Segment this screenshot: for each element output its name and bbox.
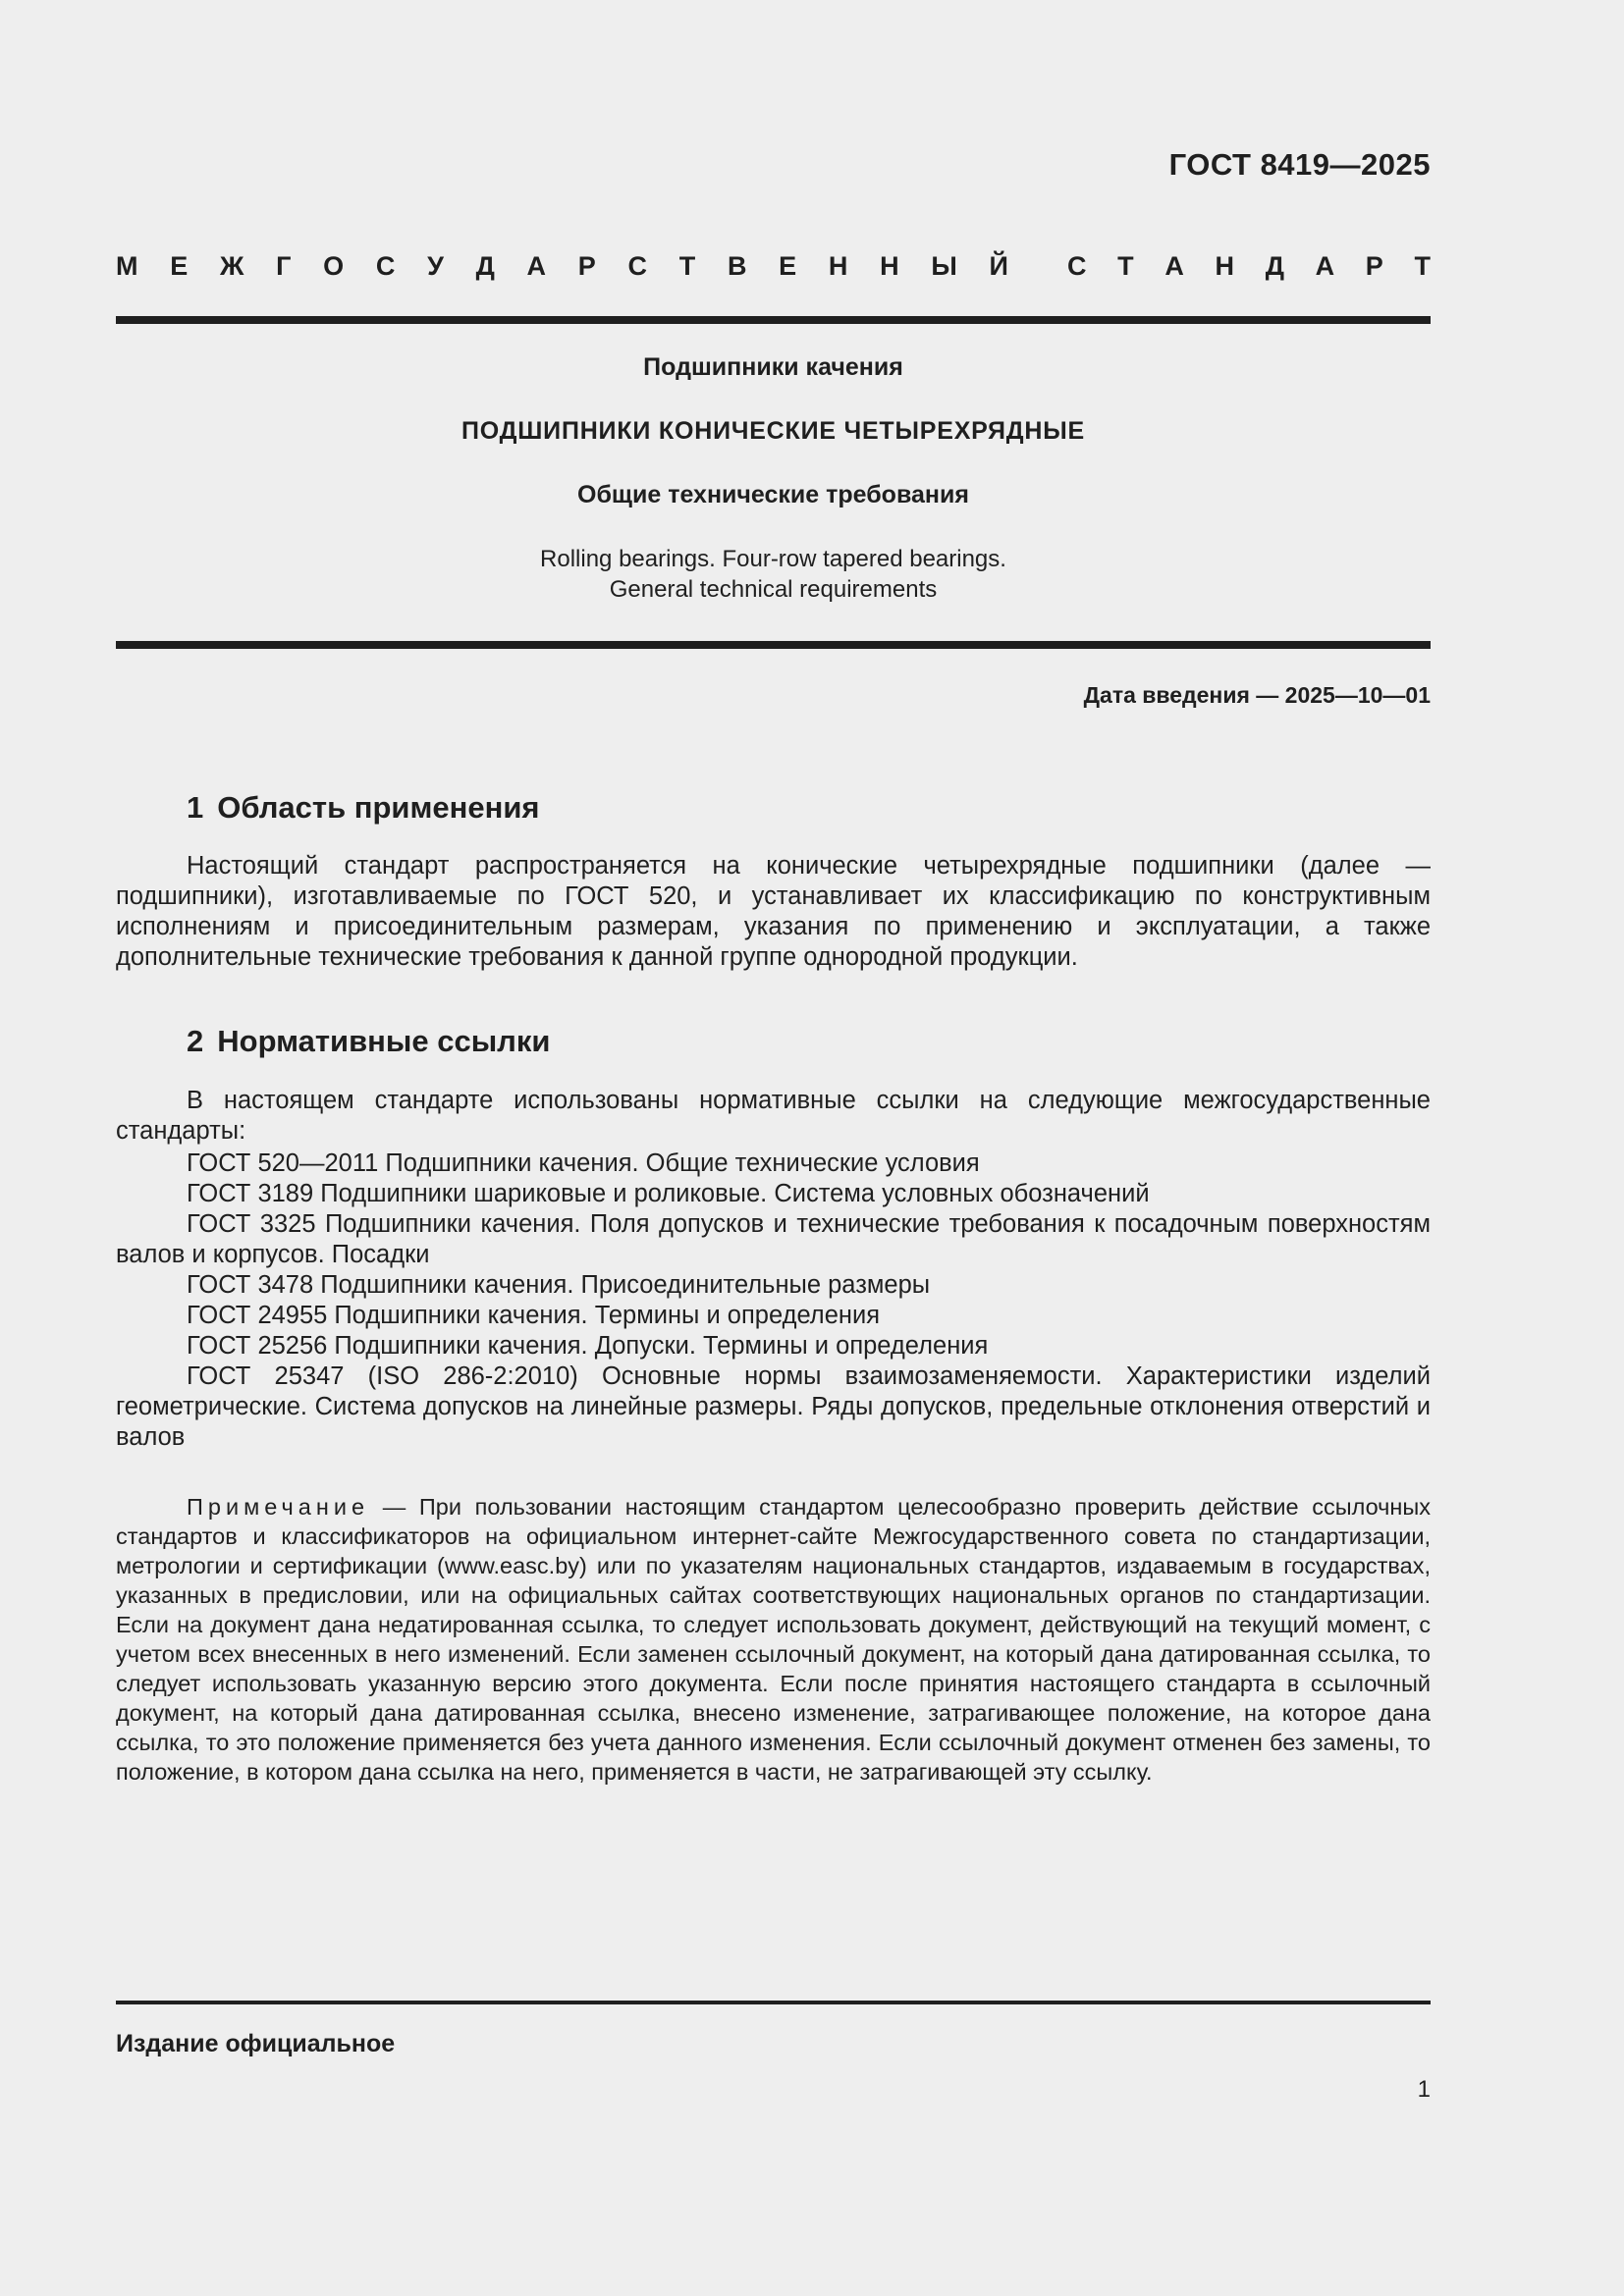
subtitle: Общие технические требования [577, 481, 969, 508]
banner-letter: Е [779, 251, 797, 281]
english-title [116, 544, 1431, 605]
section-1-title: Область применения [217, 790, 540, 825]
standard-type-word-interstate [116, 251, 1008, 282]
banner-letter: Г [276, 251, 292, 281]
top-rule [116, 316, 1431, 324]
edition-label: Издание официальное [116, 2030, 396, 2057]
banner-letter: Н [1215, 251, 1235, 281]
banner-letter: А [526, 251, 547, 281]
section-1-text: Настоящий стандарт распространяется на конические четырехрядные подшипники (далее — подшипники), изготавливаемые по ГОСТ 520, и устанавливает их классификацию по конструктивным исполнениям и присоединительным размерам, указания по применению и эксплуатации, а также дополнительные технические требования к данной группе однородной продукции. [116, 852, 1431, 971]
english-title-line-2: General technical requirements [609, 576, 938, 603]
references-list [116, 1148, 1431, 1453]
banner-letter: Р [1365, 251, 1383, 281]
note-label: Примечание [187, 1494, 370, 1520]
footer-rule [116, 2001, 1431, 2004]
note [116, 1492, 1431, 1787]
main-title: ПОДШИПНИКИ КОНИЧЕСКИЕ ЧЕТЫРЕХРЯДНЫЕ [460, 417, 1086, 445]
banner-letter: О [323, 251, 345, 281]
title-bottom-rule [116, 641, 1431, 649]
banner-letter: Т [678, 251, 696, 281]
introduction-date: Дата введения — 2025—10—01 [1083, 682, 1431, 708]
note-text: — При пользовании настоящим стандартом целесообразно проверить действие ссылочных стандартов и классификаторов на официальном интернет-сайте Межгосударственного совета по стандартизации, метрологии и сертификации (www.easc.by) или по указателям национальных стандартов, издаваемым в государствах, указанных в предисловии, или на официальных сайтах соответствующих национальных органов по стандартизации. Если на документ дана недатированная ссылка, то следует использовать документ, действующий на текущий момент, с учетом всех внесенных в него изменений. Если заменен ссылочный документ, на который дана датированная ссылка, то следует использовать указанную версию этого документа. Если после принятия настоящего стандарта в ссылочный документ, на который дана датированная ссылка, внесено изменение, затрагивающее положение, на которое дана ссылка, то это положение применяется без учета данного изменения. Если ссылочный документ отменен без замены, то положение, в котором дана ссылка на него, применяется в части, не затрагивающей эту ссылку. [116, 1494, 1431, 1785]
reference-item: ГОСТ 24955 Подшипники качения. Термины и определения [187, 1302, 881, 1329]
banner-letter: В [727, 251, 747, 281]
banner-letter: Н [828, 251, 848, 281]
reference-item: ГОСТ 25347 (ISO 286-2:2010) Основные нормы взаимозаменяемости. Характеристики изделий геометрические. Система допусков на линейные размеры. Ряды допусков, предельные отклонения отверстий и валов [116, 1362, 1431, 1451]
standard-type-banner [116, 251, 1431, 282]
document-number: ГОСТ 8419—2025 [1168, 147, 1431, 182]
banner-letter: М [116, 251, 138, 281]
standard-type-word-standard [1067, 251, 1431, 282]
section-2-intro: В настоящем стандарте использованы нормативные ссылки на следующие межгосударственные стандарты: [116, 1087, 1431, 1145]
banner-letter: Т [1117, 251, 1134, 281]
banner-letter: А [1164, 251, 1184, 281]
banner-letter: С [375, 251, 396, 281]
reference-item: ГОСТ 520—2011 Подшипники качения. Общие технические условия [187, 1149, 980, 1177]
banner-letter: Й [989, 251, 1008, 281]
section-1-number: 1 [187, 790, 204, 825]
banner-letter: А [1315, 251, 1335, 281]
banner-letter: Д [1265, 251, 1284, 281]
banner-letter: Ж [219, 251, 244, 281]
group-title: Подшипники качения [643, 353, 903, 381]
banner-letter: Ы [931, 251, 957, 281]
section-2-number: 2 [187, 1024, 204, 1058]
reference-item: ГОСТ 25256 Подшипники качения. Допуски. Термины и определения [187, 1332, 989, 1360]
banner-letter: Р [577, 251, 596, 281]
banner-letter: С [627, 251, 647, 281]
page-number: 1 [1417, 2076, 1431, 2103]
section-2-title: Нормативные ссылки [217, 1024, 551, 1058]
reference-item: ГОСТ 3478 Подшипники качения. Присоединительные размеры [187, 1271, 931, 1299]
section-1-heading [187, 790, 540, 826]
banner-letter: У [427, 251, 444, 281]
banner-letter: Д [475, 251, 495, 281]
banner-letter: Т [1414, 251, 1431, 281]
english-title-line-1: Rolling bearings. Four-row tapered bearings. [540, 546, 1006, 572]
banner-letter: С [1067, 251, 1087, 281]
banner-letter: Н [880, 251, 899, 281]
banner-letter: Е [170, 251, 189, 281]
reference-item: ГОСТ 3189 Подшипники шариковые и роликовые. Система условных обозначений [187, 1180, 1150, 1207]
reference-item: ГОСТ 3325 Подшипники качения. Поля допусков и технические требования к посадочным поверхностям валов и корпусов. Посадки [116, 1210, 1431, 1268]
section-2-heading [187, 1024, 550, 1059]
